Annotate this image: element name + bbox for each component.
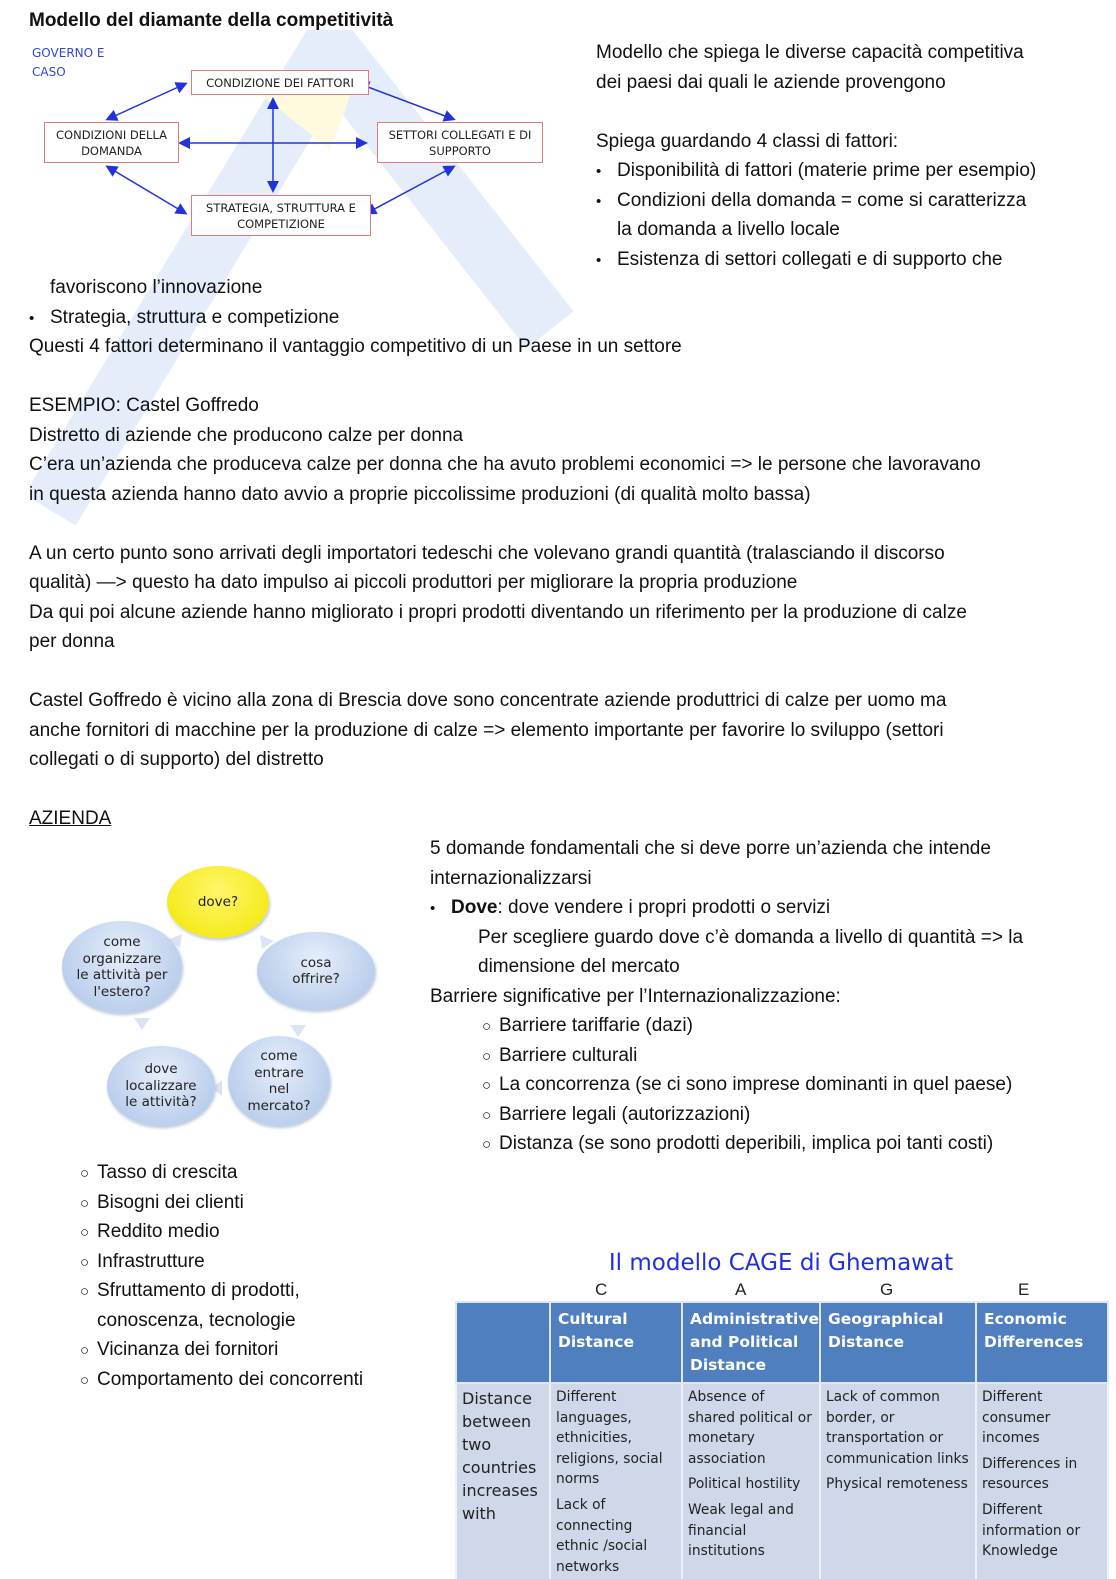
factors-list: ○ Tasso di crescita ○ Bisogni dei clienti ○ Reddito medio ○ Infrastrutture ○ Sfruttamento di prodotti, conoscenza, tecnologie ○ Vicinanza dei fornitori ○ Comportamento dei concorrenti [80,1158,363,1394]
page-title: Modello del diamante della competitività [29,10,394,31]
cell-cultural: Different languages, ethnicities, religions, social norms Lack of connecting ethnic /social networks [550,1383,682,1579]
diamond-box-fattori: CONDIZIONE DEI FATTORI [191,70,369,95]
cycle-node-cosa-offrire: cosa offrire? [257,932,375,1010]
cycle-node-organizzare: come organizzare le attività per l'estero? [62,921,182,1013]
body-text: favoriscono l’innovazione • Strategia, struttura e competizione Questi 4 fattori determinano il vantaggio competitivo di un Paese in un settore ESEMPIO: Castel Goffredo Distretto di aziende che producono calze per donna C’era un’azienda che produceva calze per donna che ha avuto problemi economici => le persone che lavoravano in questa azienda hanno dato avvio a proprie piccolissime produzioni (di qualità molto bassa) A un certo punto sono arrivati degli importatori tedeschi che volevano grandi quantità (tralasciando il discorso qualità) —> questo ha dato impulso ai piccoli produttori per migliorare la propria produzione Da qui poi alcune aziende hanno migliorato i propri prodotti diventando un riferimento per la produzione di calze per donna Castel Goffredo è vicino alla zona di Brescia dove sono concentrate aziende produttrici di calze per uomo ma anche fornitori di macchine per la produzione di calze => elemento importante per favorire lo sviluppo (settori collegati o di supporto) del distretto AZIENDA [29,273,981,834]
header-geographical: Geographical Distance [820,1302,976,1383]
table-header-row [456,1302,1108,1383]
row-header: Distance between two countries increases with [456,1383,550,1579]
azienda-questions: 5 domande fondamentali che si deve porre un’azienda che intende internazionalizzarsi • Dove: dove vendere i propri prodotti o servizi Per scegliere guardo dove c’è domanda a livello di quantità => la dimensione del mercato Barriere significative per l’Internazionalizzazione: ○ Barriere tariffarie (dazi) ○ Barriere culturali ○ La concorrenza (se ci sono imprese dominanti in quel paese) ○ Barriere legali (autorizzazioni) ○ Distanza (se sono prodotti deperibili, implica poi tanti costi) [430,834,1023,1159]
header-economic: Economic Differences [976,1302,1108,1383]
diamond-description: Modello che spiega le diverse capacità competitiva dei paesi dai quali le aziende provengono Spiega guardando 4 classi di fattori: • Disponibilità di fattori (materie prime per esempio) • Condizioni della domanda = come si caratterizza la domanda a livello locale • Esistenza di settori collegati e di supporto che [596,38,1036,274]
cell-administrative: Absence of shared political or monetary association Political hostility Weak legal and financial institutions [682,1383,820,1579]
letter-c: C [595,1280,608,1299]
header-cultural: Cultural Distance [550,1302,682,1383]
letter-e: E [1018,1280,1030,1299]
diamond-box-strategia: STRATEGIA, STRUTTURA E COMPETIZIONE [191,195,371,236]
letter-g: G [880,1280,894,1299]
cell-economic: Different consumer incomes Differences in resources Different information or Knowledge [976,1383,1108,1579]
governo-label: GOVERNO E CASO [32,46,105,79]
diamond-box-domanda: CONDIZIONI DELLA DOMANDA [44,122,179,163]
letter-a: A [735,1280,747,1299]
cell-geographical: Lack of common border, or transportation or communication links Physical remoteness [820,1383,976,1579]
cage-table [455,1301,1109,1579]
cage-title: Il modello CAGE di Ghemawat [608,1250,954,1276]
cycle-node-localizzare: dove localizzare le attività? [107,1046,215,1126]
cycle-node-dove: dove? [167,866,269,938]
cycle-node-come-entrare: come entrare nel mercato? [228,1036,330,1126]
diamond-box-settori: SETTORI COLLEGATI E DI SUPPORTO [377,122,543,163]
azienda-heading: AZIENDA [29,808,112,829]
table-row [456,1383,1108,1579]
header-administrative: Administrative and Political Distance [682,1302,820,1383]
header-empty [456,1302,550,1383]
